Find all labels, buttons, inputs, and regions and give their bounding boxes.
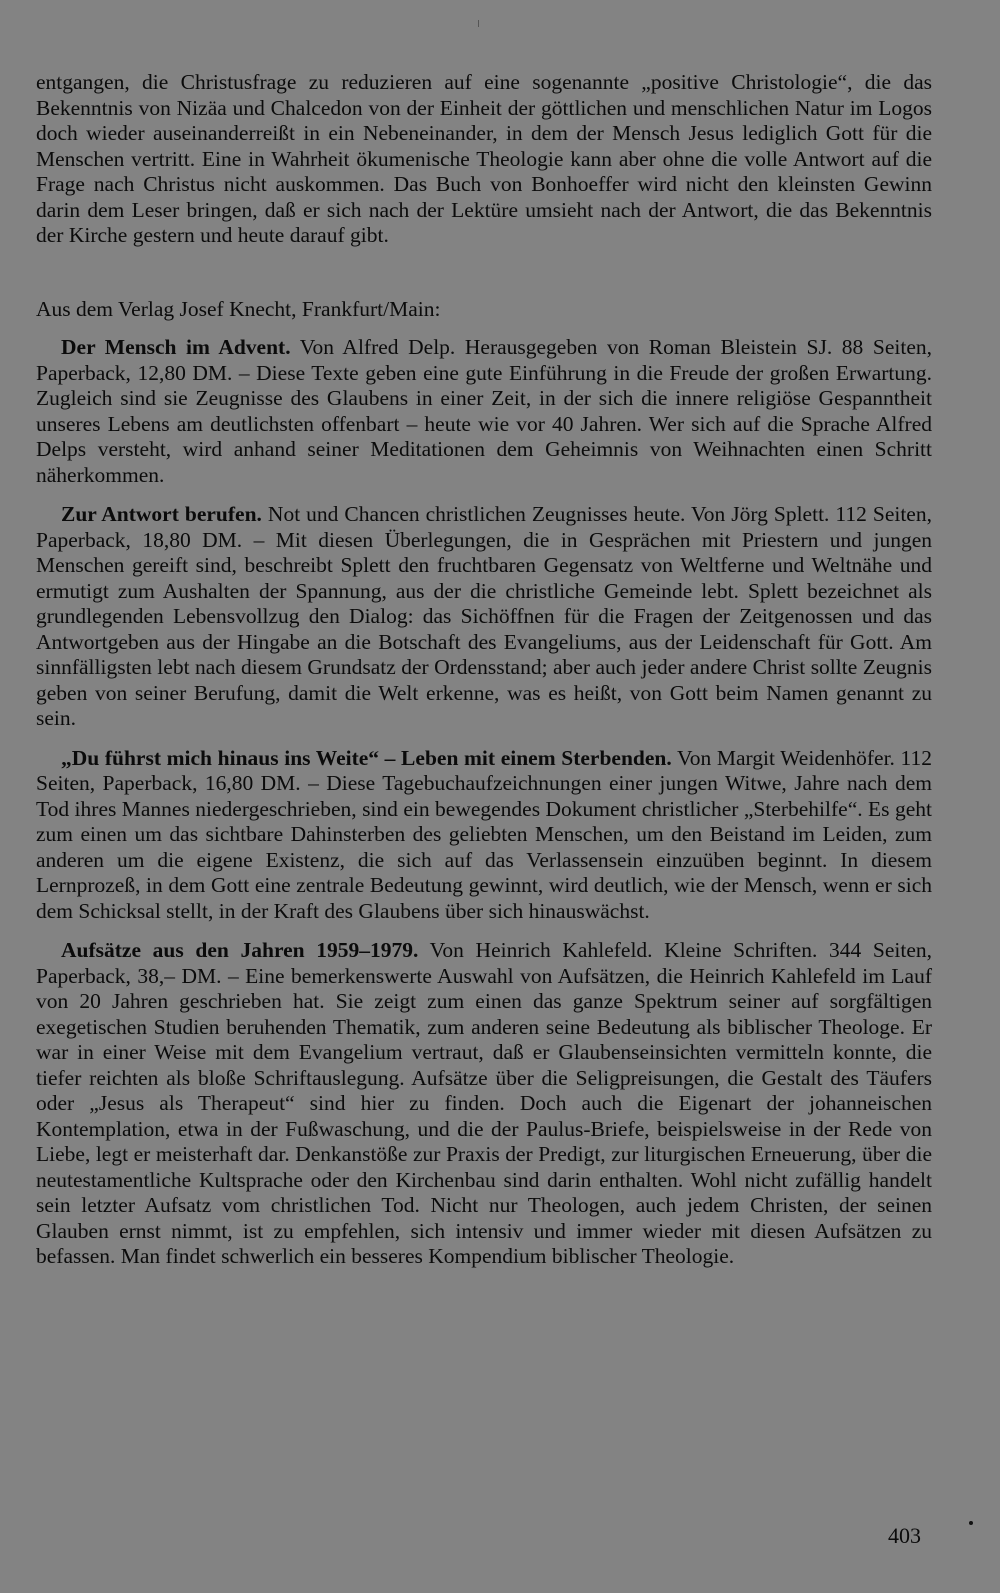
book-title: Der Mensch im Advent. bbox=[61, 335, 291, 359]
scan-dot bbox=[969, 1521, 973, 1525]
publisher-heading: Aus dem Verlag Josef Knecht, Frankfurt/Main: bbox=[36, 296, 441, 321]
book-title: Aufsätze aus den Jahren 1959–1979. bbox=[61, 938, 419, 962]
scan-mark bbox=[478, 20, 479, 27]
book-entry-delp bbox=[36, 335, 932, 488]
book-description: Von Heinrich Kahlefeld. Kleine Schriften. 344 Seiten, Paperback, 38,– DM. – Eine bemerkenswerte Auswahl von Aufsätzen, die Heinrich Kahlefeld im Lauf von 20 Jahren geschrieben hat. Sie zeigt zum einen das ganze Spektrum seiner auf sorgfältigen exegetischen Studien beruhenden Thematik, zum anderen seine Bedeutung als biblischer Theologe. Er war in einer Weise mit dem Evangelium vertraut, daß er Glaubenseinsichten vermitteln konnte, die tiefer reichten als bloße Schriftauslegung. Aufsätze über die Seligpreisungen, die Gestalt des Täufers oder „Jesus als Therapeut“ sind hier zu finden. Doch auch die Eigenart der johanneischen Kontemplation, etwa in der Fußwaschung, und die der Paulus-Briefe, beispielsweise in der Rede von Liebe, legt er meisterhaft dar. Denkanstöße zur Praxis der Predigt, zur liturgischen Erneuerung, über die neutestamentliche Kultsprache oder den Kirchenbau sind darin enthalten. Wohl nicht zufällig handelt sein letzter Aufsatz vom christlichen Tod. Nicht nur Theologen, auch jedem Christen, der seinen Glauben ernst nimmt, ist zu empfehlen, sich intensiv und immer wieder mit diesen Aufsätzen zu befassen. Man findet schwerlich ein besseres Kompendium biblischer Theologie. bbox=[36, 938, 932, 1268]
book-title: „Du führst mich hinaus ins Weite“ – Leben mit einem Sterbenden. bbox=[61, 745, 672, 770]
book-description: Von Margit Weidenhöfer. 112 Seiten, Paperback, 16,80 DM. – Diese Tagebuchaufzeichnungen einer jungen Witwe, Jahre nach dem Tod ihres Mannes niedergeschrieben, sind ein bewegendes Dokument christlicher „Sterbehilfe“. Es geht zum einen um das sichtbare Dahinsterben des geliebten Menschen, um den Beistand im Leiden, zum anderen um die eigene Existenz, die sich auf das Verlassensein einzuüben beginnt. In diesem Lernprozeß, in dem Gott eine zentrale Bedeutung gewinnt, wird deutlich, wie der Mensch, wenn er sich dem Schicksal stellt, in der Kraft des Glaubens über sich hinauswächst. bbox=[36, 745, 932, 923]
book-title: Zur Antwort berufen. bbox=[61, 502, 262, 526]
page-number: 403 bbox=[888, 1523, 921, 1548]
intro-paragraph: entgangen, die Christusfrage zu reduzieren auf eine sogenannte „positive Christologie“, die das Bekenntnis von Nizäa und Chalcedon von der Einheit der göttlichen und menschlichen Natur im Logos doch wieder auseinanderreißt in ein Nebeneinander, in dem der Mensch Jesus lediglich Gott für die Menschen vertritt. Eine in Wahrheit ökumenische Theologie kann aber ohne die volle Antwort auf die Frage nach Christus nicht auskommen. Das Buch von Bonhoeffer wird nicht den kleinsten Gewinn darin dem Leser bringen, daß er sich nach der Lektüre umsieht nach der Antwort, die das Bekenntnis der Kirche gestern und heute darauf gibt. bbox=[36, 70, 932, 247]
book-entry-splett bbox=[36, 502, 932, 732]
book-description: Von Alfred Delp. Herausgegeben von Roman Bleistein SJ. 88 Seiten, Paperback, 12,80 DM. – Diese Texte geben eine gute Einführung in die Freude der großen Erwartung. Zugleich sind sie Zeugnisse des Glaubens in einer Zeit, in der sich die innere religiöse Gespanntheit unseres Lebens am deutlichsten offenbart – heute wie vor 40 Jahren. Wer sich auf die Sprache Alfred Delps versteht, wird anhand seiner Meditationen dem Geheimnis von Weihnachten einen Schritt näherkommen. bbox=[36, 335, 932, 487]
book-description: Not und Chancen christlichen Zeugnisses heute. Von Jörg Splett. 112 Seiten, Paperback, 18,80 DM. – Mit diesen Überlegungen, die in Gesprächen mit Priestern und jungen Menschen gereift sind, beschreibt Splett den fruchtbaren Gegensatz von Weltferne und Weltnähe und ermutigt zum Aushalten der Spannung, aus der die christliche Gemeinde lebt. Splett bezeichnet als grundlegenden Lebensvollzug den Dialog: das Sichöffnen für die Fragen der Zeitgenossen und das Antwortgeben aus der Hingabe an die Botschaft des Evangeliums, aus der Leidenschaft für Gott. Am sinnfälligsten lebt nach diesem Grundsatz der Ordensstand; aber auch jeder andere Christ sollte Zeugnis geben von seiner Berufung, damit die Welt erkenne, was es heißt, von Gott beim Namen genannt zu sein. bbox=[36, 502, 932, 730]
book-entry-kahlefeld bbox=[36, 938, 932, 1270]
page-body bbox=[36, 70, 932, 1284]
book-entry-weidenhoefer bbox=[36, 746, 932, 925]
